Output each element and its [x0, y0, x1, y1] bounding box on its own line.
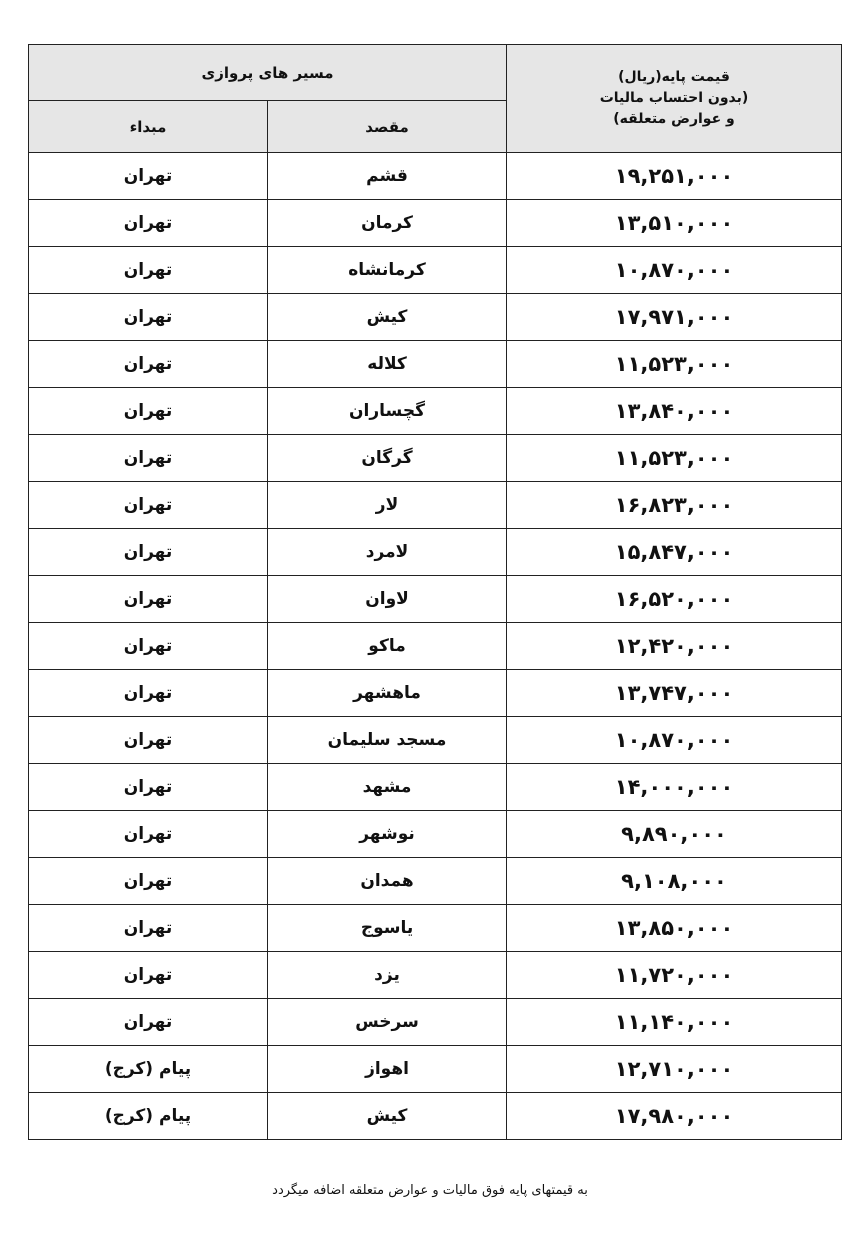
fare-table-body	[29, 153, 842, 1140]
table-row	[29, 905, 842, 952]
origin-cell: تهران	[29, 764, 268, 811]
routes-header: مسیر های پروازی	[29, 45, 507, 101]
price-cell: ۱۱,۷۲۰,۰۰۰	[507, 952, 842, 999]
price-header-line3: و عوارض متعلقه)	[613, 111, 735, 127]
table-row	[29, 294, 842, 341]
table-row	[29, 435, 842, 482]
price-cell: ۱۳,۸۵۰,۰۰۰	[507, 905, 842, 952]
price-header-line1: قیمت پایه(ریال)	[618, 69, 730, 85]
price-cell: ۱۷,۹۸۰,۰۰۰	[507, 1093, 842, 1140]
table-row	[29, 1046, 842, 1093]
price-cell: ۱۶,۸۲۳,۰۰۰	[507, 482, 842, 529]
destination-cell: قشم	[268, 153, 507, 200]
origin-cell: تهران	[29, 576, 268, 623]
destination-cell: نوشهر	[268, 811, 507, 858]
price-cell: ۱۳,۷۴۷,۰۰۰	[507, 670, 842, 717]
origin-cell: تهران	[29, 670, 268, 717]
price-cell: ۱۱,۵۲۳,۰۰۰	[507, 341, 842, 388]
price-header-line2: (بدون احتساب مالیات	[599, 90, 749, 106]
origin-cell: تهران	[29, 388, 268, 435]
origin-cell: تهران	[29, 153, 268, 200]
origin-cell: تهران	[29, 341, 268, 388]
destination-cell: کلاله	[268, 341, 507, 388]
table-row	[29, 999, 842, 1046]
table-row	[29, 1093, 842, 1140]
price-cell: ۱۱,۵۲۳,۰۰۰	[507, 435, 842, 482]
destination-cell: سرخس	[268, 999, 507, 1046]
destination-column-header: مقصد	[268, 101, 507, 153]
table-row	[29, 858, 842, 905]
destination-cell: گرگان	[268, 435, 507, 482]
table-row	[29, 482, 842, 529]
destination-cell: ماهشهر	[268, 670, 507, 717]
origin-cell: تهران	[29, 294, 268, 341]
table-row	[29, 952, 842, 999]
destination-cell: ماکو	[268, 623, 507, 670]
price-cell: ۱۶,۵۲۰,۰۰۰	[507, 576, 842, 623]
price-cell: ۱۴,۰۰۰,۰۰۰	[507, 764, 842, 811]
origin-cell: تهران	[29, 482, 268, 529]
price-column-header	[507, 45, 842, 153]
table-row	[29, 388, 842, 435]
price-cell: ۱۵,۸۴۷,۰۰۰	[507, 529, 842, 576]
destination-cell: لامرد	[268, 529, 507, 576]
price-cell: ۱۱,۱۴۰,۰۰۰	[507, 999, 842, 1046]
table-row	[29, 529, 842, 576]
origin-cell: تهران	[29, 952, 268, 999]
table-row	[29, 200, 842, 247]
destination-cell: همدان	[268, 858, 507, 905]
origin-cell: تهران	[29, 905, 268, 952]
destination-cell: یزد	[268, 952, 507, 999]
origin-cell: تهران	[29, 811, 268, 858]
destination-cell: کرمان	[268, 200, 507, 247]
price-cell: ۱۲,۷۱۰,۰۰۰	[507, 1046, 842, 1093]
price-cell: ۱۰,۸۷۰,۰۰۰	[507, 247, 842, 294]
table-header-row	[29, 45, 842, 101]
origin-cell: تهران	[29, 999, 268, 1046]
origin-column-header: مبداء	[29, 101, 268, 153]
destination-cell: مسجد سلیمان	[268, 717, 507, 764]
table-row	[29, 576, 842, 623]
destination-cell: کرمانشاه	[268, 247, 507, 294]
price-cell: ۱۹,۲۵۱,۰۰۰	[507, 153, 842, 200]
price-cell: ۱۳,۵۱۰,۰۰۰	[507, 200, 842, 247]
origin-cell: تهران	[29, 435, 268, 482]
destination-cell: مشهد	[268, 764, 507, 811]
price-cell: ۱۲,۴۲۰,۰۰۰	[507, 623, 842, 670]
price-cell: ۱۷,۹۷۱,۰۰۰	[507, 294, 842, 341]
table-row	[29, 764, 842, 811]
origin-cell: تهران	[29, 529, 268, 576]
destination-cell: کیش	[268, 294, 507, 341]
origin-cell: پیام (کرج)	[29, 1046, 268, 1093]
destination-cell: کیش	[268, 1093, 507, 1140]
price-cell: ۱۰,۸۷۰,۰۰۰	[507, 717, 842, 764]
table-row	[29, 153, 842, 200]
destination-cell: لار	[268, 482, 507, 529]
table-row	[29, 623, 842, 670]
table-row	[29, 811, 842, 858]
origin-cell: تهران	[29, 858, 268, 905]
origin-cell: تهران	[29, 717, 268, 764]
destination-cell: گچساران	[268, 388, 507, 435]
table-row	[29, 670, 842, 717]
fare-table	[28, 44, 842, 1140]
destination-cell: لاوان	[268, 576, 507, 623]
table-row	[29, 717, 842, 764]
price-cell: ۱۳,۸۴۰,۰۰۰	[507, 388, 842, 435]
destination-cell: اهواز	[268, 1046, 507, 1093]
table-row	[29, 247, 842, 294]
price-cell: ۹,۱۰۸,۰۰۰	[507, 858, 842, 905]
footnote: به قیمتهای پایه فوق مالیات و عوارض متعلقه اضافه میگردد	[272, 1183, 588, 1198]
destination-cell: یاسوج	[268, 905, 507, 952]
origin-cell: پیام (کرج)	[29, 1093, 268, 1140]
table-row	[29, 341, 842, 388]
origin-cell: تهران	[29, 623, 268, 670]
price-cell: ۹,۸۹۰,۰۰۰	[507, 811, 842, 858]
origin-cell: تهران	[29, 200, 268, 247]
origin-cell: تهران	[29, 247, 268, 294]
